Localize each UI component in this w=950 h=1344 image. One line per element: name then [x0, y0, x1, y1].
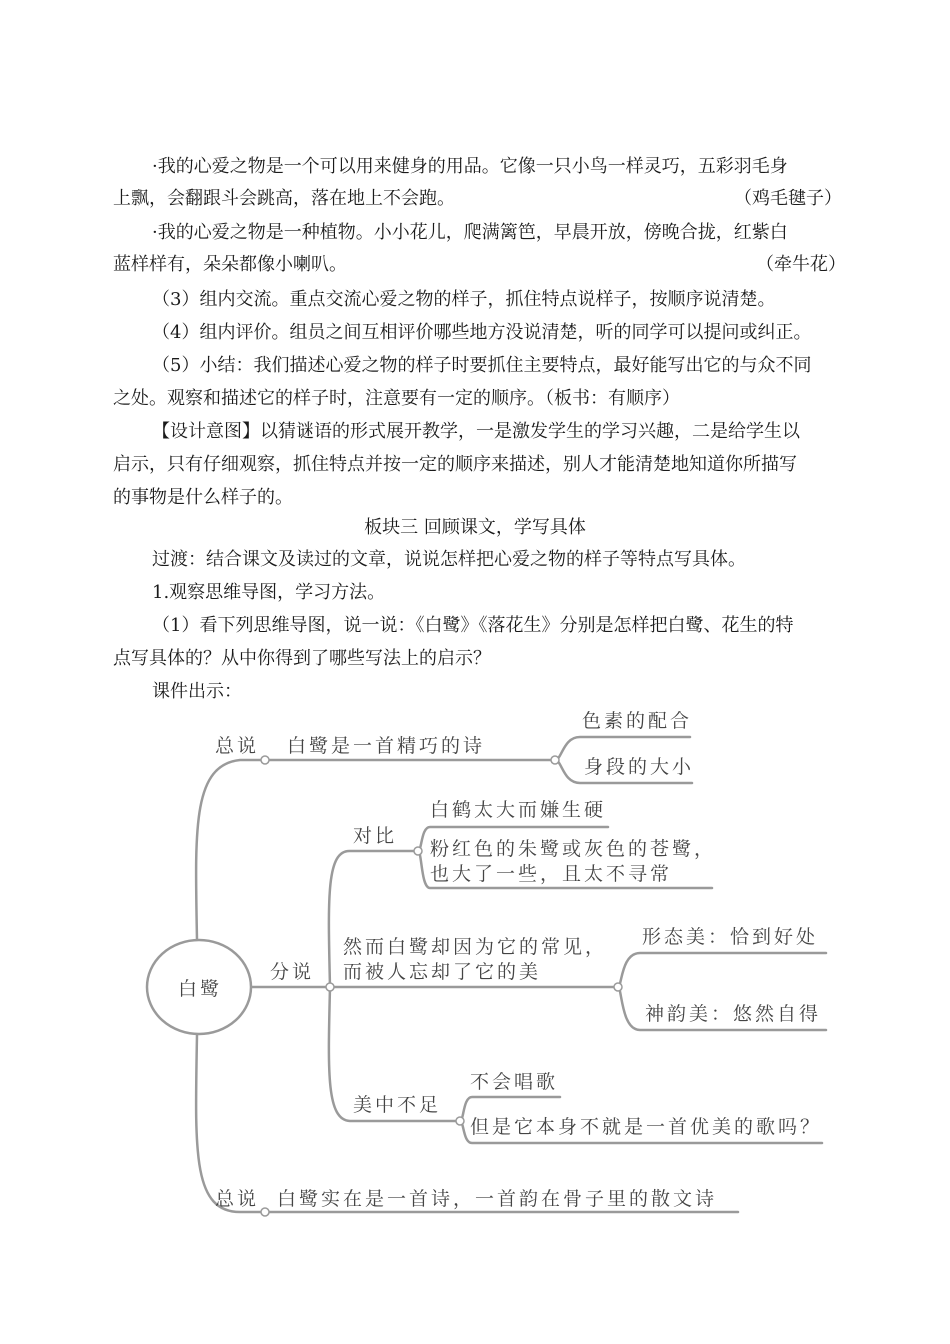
compare-label: 对比: [353, 825, 398, 847]
paragraph-step1: 1.观察思维导图，学习方法。: [152, 582, 386, 603]
paragraph-riddle1-line1: ·我的心爱之物是一个可以用来健身的用品。它像一只小鸟一样灵巧，五彩羽毛身: [152, 156, 788, 177]
beauty1: 形态美：恰到好处: [642, 926, 819, 948]
paragraph-transition: 过渡：结合课文及读过的文章，说说怎样把心爱之物的样子等特点写具体。: [152, 549, 746, 570]
flaw-leaf1: 不会唱歌: [470, 1071, 559, 1093]
section-heading: 板块三 回顾课文，学写具体: [364, 517, 586, 538]
paragraph-riddle2-line1: ·我的心爱之物是一种植物。小小花儿，爬满篱笆，早晨开放，傍晚合拢，红紫白: [152, 222, 788, 243]
beauty2: 神韵美：悠然自得: [645, 1003, 822, 1025]
top-leaf2: 身段的大小: [584, 756, 695, 778]
paragraph-step3: （3）组内交流。重点交流心爱之物的样子，抓住特点说样子，按顺序说清楚。: [152, 289, 776, 310]
paragraph-question-line2: 点写具体的？从中你得到了哪些写法上的启示？: [113, 648, 491, 669]
top-label: 总说: [215, 735, 260, 757]
paragraph-step5-line2: 之处。观察和描述它的样子时，注意要有一定的顺序。（板书：有顺序）: [113, 388, 680, 409]
trunk-bottom-branch: [196, 1035, 265, 1212]
compare-leaf2a: 粉红色的朱鹭或灰色的苍鹭，: [430, 838, 717, 860]
common-text-a: 然而白鹭却因为它的常见，: [343, 936, 608, 958]
paragraph-design-line2: 启示，只有仔细观察，抓住特点并按一定的顺序来描述，别人才能清楚地知道你所描写: [113, 454, 797, 475]
paragraph-question-line1: （1）看下列思维导图，说一说：《白鹭》《落花生》分别是怎样把白鹭、花生的特: [152, 615, 794, 636]
paragraph-design-line1: 【设计意图】以猜谜语的形式展开教学，一是激发学生的学习兴趣，二是给学生以: [152, 421, 800, 442]
common-text-b: 而被人忘却了它的美: [343, 961, 542, 983]
beauty1-line: [618, 953, 826, 987]
bottom-label: 总说: [215, 1188, 260, 1210]
compare-leaf2b: 也大了一些，且太不寻常: [430, 863, 673, 885]
top-leaf1: 色素的配合: [582, 710, 693, 732]
paragraph-design-line3: 的事物是什么样子的。: [113, 487, 293, 508]
paragraph-courseware: 课件出示：: [152, 681, 242, 702]
root-label: 白鹭: [178, 978, 223, 1000]
trunk-top-branch: [196, 760, 265, 940]
paragraph-step4: （4）组内评价。组员之间互相评价哪些地方没说清楚，听的同学可以提问或纠正。: [152, 322, 812, 343]
paragraph-step5-line1: （5）小结：我们描述心爱之物的样子时要抓住主要特点，最好能写出它的与众不同: [152, 355, 812, 376]
paragraph-riddle1-line2: 上飘，会翻跟斗会跳高，落在地上不会跑。: [113, 188, 455, 209]
riddle1-answer: （鸡毛毽子）: [734, 188, 842, 209]
mid-label: 分说: [270, 961, 315, 983]
compare-leaf1: 白鹤太大而嫌生硬: [430, 799, 607, 821]
bottom-text: 白鹭实在是一首诗，一首韵在骨子里的散文诗: [277, 1188, 718, 1210]
flaw-leaf2: 但是它本身不就是一首优美的歌吗？: [470, 1116, 823, 1138]
riddle2-answer: （牵牛花）: [756, 254, 846, 275]
paragraph-riddle2-line2: 蓝样样有，朵朵都像小喇叭。: [113, 254, 347, 275]
flaw-label: 美中不足: [353, 1094, 442, 1116]
top-text: 白鹭是一首精巧的诗: [287, 735, 486, 757]
